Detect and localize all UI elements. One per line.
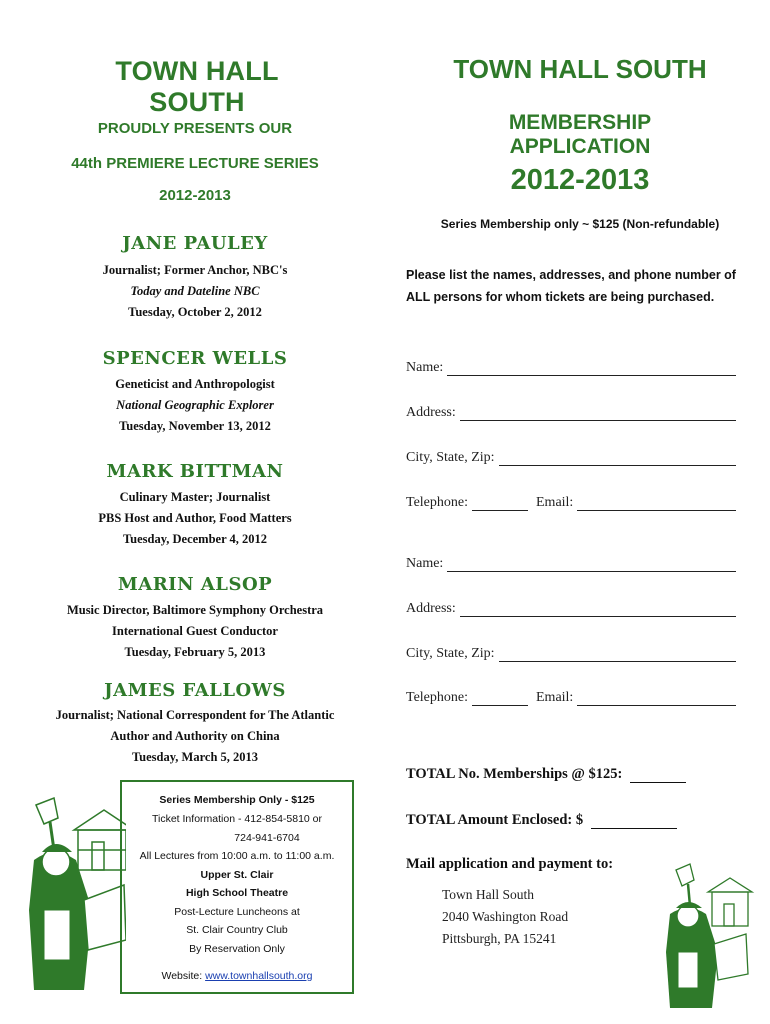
speaker-name-bittman: MARK BITTMAN [106,461,284,482]
email-label: Email: [536,690,574,705]
info-lunch-3: By Reservation Only [189,943,285,955]
series-note: Series Membership only ~ $125 (Non-refundable) [440,217,720,231]
info-ticket: Ticket Information - 412-854-5810 or [151,813,323,825]
total-memberships-line[interactable] [630,768,686,783]
email-line[interactable] [577,496,736,511]
telephone-email-row-1 [406,491,736,511]
telephone-line[interactable] [472,691,528,706]
info-lecture-times: All Lectures from 10:00 a.m. to 11:00 a.m. [139,850,335,862]
total-amount-label: TOTAL Amount Enclosed: $ [406,812,584,828]
speaker-name-pauley: JANE PAULEY [122,233,268,254]
info-box [120,780,354,994]
presents-line-2: 44th PREMIERE LECTURE SERIES [71,155,319,172]
name-field-1[interactable] [406,356,736,376]
city-line[interactable] [499,647,736,662]
total-amount-line[interactable] [591,814,677,829]
city-line[interactable] [499,451,736,466]
telephone-email-row-2 [406,686,736,706]
name-line[interactable] [447,361,736,376]
mail-address-line-1: Town Hall South [442,887,535,902]
speaker-pauley-line-1: Journalist; Former Anchor, NBC's [102,263,288,277]
speaker-alsop-line-3: Tuesday, February 5, 2013 [124,645,266,659]
telephone-line[interactable] [472,496,528,511]
address-line[interactable] [460,406,736,421]
info-membership: Series Membership Only - $125 [159,794,315,806]
speaker-fallows-line-1: Journalist; National Correspondent for The Atlantic [55,708,335,722]
speaker-fallows-line-2: Author and Authority on China [110,729,280,743]
total-memberships-row [406,766,686,783]
telephone-label: Telephone: [406,495,468,510]
email-line[interactable] [577,691,736,706]
speaker-bittman-line-1: Culinary Master; Journalist [119,490,271,504]
town-crier-right-illustration [656,862,756,1012]
info-website [122,970,352,982]
address-field-2[interactable] [406,597,736,617]
left-title: TOWN HALL SOUTH [115,56,279,117]
presents-line-1: PROUDLY PRESENTS OUR [97,120,293,137]
info-venue-1: Upper St. Clair [200,869,274,881]
town-crier-left-illustration [14,790,126,1000]
name-label: Name: [406,556,444,571]
mail-heading: Mail application and payment to: [406,856,614,872]
address-label: Address: [406,405,456,420]
total-amount-row [406,812,677,829]
speaker-bittman-line-3: Tuesday, December 4, 2012 [122,532,268,546]
speaker-pauley-line-3: Tuesday, October 2, 2012 [128,305,262,319]
speaker-wells-line-1: Geneticist and Anthropologist [115,377,275,391]
name-label: Name: [406,360,444,375]
email-label: Email: [536,495,574,510]
city-field-2[interactable] [406,642,736,662]
city-field-1[interactable] [406,446,736,466]
info-lunch-1: Post-Lecture Luncheons at [174,906,300,918]
speaker-wells-line-2: National Geographic Explorer [116,398,274,412]
address-label: Address: [406,601,456,616]
speaker-wells-line-3: Tuesday, November 13, 2012 [119,419,271,433]
instructions: Please list the names, addresses, and phone number of ALL persons for whom tickets are being purchased. [406,268,736,304]
application-year: 2012-2013 [510,164,650,196]
speaker-alsop-line-2: International Guest Conductor [112,624,278,638]
city-label: City, State, Zip: [406,646,495,661]
address-field-1[interactable] [406,401,736,421]
name-field-2[interactable] [406,552,736,572]
speaker-name-wells: SPENCER WELLS [102,348,288,369]
speaker-fallows-line-3: Tuesday, March 5, 2013 [131,750,259,764]
mail-address-line-2: 2040 Washington Road [442,909,569,924]
website-link[interactable]: www.townhallsouth.org [205,970,313,982]
address-line[interactable] [460,602,736,617]
name-line[interactable] [447,557,736,572]
presents-line-3: 2012-2013 [159,187,231,204]
speaker-bittman-line-2: PBS Host and Author, Food Matters [98,511,292,525]
right-title: TOWN HALL SOUTH [453,54,707,84]
city-label: City, State, Zip: [406,450,495,465]
speaker-name-alsop: MARIN ALSOP [117,574,273,595]
info-venue-2: High School Theatre [185,887,289,899]
speaker-alsop-line-1: Music Director, Baltimore Symphony Orchestra [66,603,324,617]
telephone-label: Telephone: [406,690,468,705]
speaker-name-fallows: JAMES FALLOWS [104,680,286,701]
info-ticket-phone: 724-941-6704 [234,832,300,844]
speaker-pauley-line-2: Today and Dateline NBC [130,284,260,298]
info-lunch-2: St. Clair Country Club [186,924,288,936]
total-memberships-label: TOTAL No. Memberships @ $125: [406,766,623,782]
mail-address-line-3: Pittsburgh, PA 15241 [442,931,557,946]
membership-application-heading: MEMBERSHIP APPLICATION [508,111,652,158]
website-label: Website: [161,970,203,982]
